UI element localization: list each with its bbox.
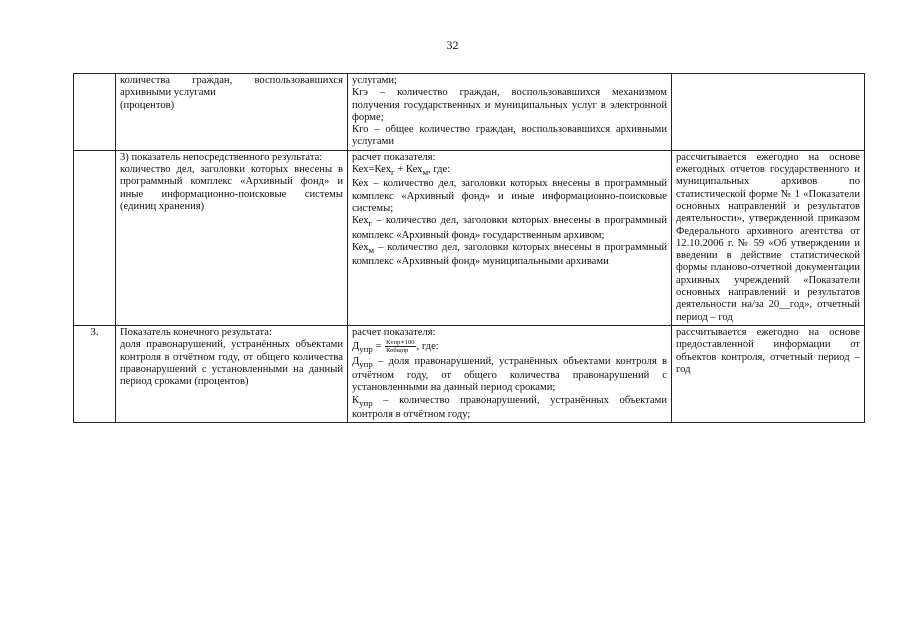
indicator-name-cell: количества граждан, воспользовавшихся архивными услугами (процентов) <box>116 74 348 151</box>
formula-part: , где: <box>416 341 439 353</box>
formula-subscript: упр <box>359 344 373 355</box>
calc-formula <box>352 164 667 178</box>
term-definition: – количество правонарушений, устранённых объектами контроля в отчётном году; <box>352 394 667 420</box>
term: Кех <box>352 215 369 227</box>
calc-paragraph <box>352 395 667 422</box>
term-definition: – количество дел, заголовки которых внесены в программный комплекс «Архивный фонд» государственным архивом; <box>352 215 667 241</box>
page-number: 32 <box>446 38 459 52</box>
term-definition: – количество дел, заголовки которых внесены в программный комплекс «Архивный фонд» муниципальными архивами <box>352 242 667 268</box>
row-number-cell <box>74 74 116 151</box>
method-cell <box>672 74 865 151</box>
calc-line: Кгэ – количество граждан, воспользовавшихся механизмом получения государственных и муниципальных услуг в электронной форме; <box>352 87 667 123</box>
calc-formula <box>352 339 667 355</box>
method-cell: рассчитывается ежегодно на основе предоставленной информации от объектов контроля, отчетный период – год <box>672 325 865 422</box>
row-number-cell <box>74 150 116 325</box>
term-subscript: упр <box>359 358 373 369</box>
term-subscript: г <box>368 218 373 229</box>
indicator-line: доля правонарушений, устранённых объектами контроля в отчётном году, от общего количества правонарушений с установленными на данный период сроками (процентов) <box>120 339 343 388</box>
formula-part: , где: <box>428 164 451 176</box>
calc-paragraph <box>352 242 667 269</box>
calc-paragraph <box>352 356 667 395</box>
calc-paragraph: Кех – количество дел, заголовки которых внесены в программный комплекс «Архивный фонд» и иные информационно-поисковые системы; <box>352 178 667 215</box>
formula-part: Д <box>352 341 360 353</box>
formula-part: + Кех <box>394 164 423 176</box>
calc-heading: расчет показателя: <box>352 326 436 338</box>
formula-subscript: г <box>391 167 395 178</box>
indicator-name-cell <box>116 150 348 325</box>
term-subscript: м <box>368 245 375 256</box>
term: К <box>352 394 360 406</box>
fraction-numerator: Кvпр∗100 <box>386 339 415 347</box>
term-subscript: упр <box>359 397 373 408</box>
table-row <box>74 150 865 325</box>
term: Д <box>352 355 360 367</box>
calc-line: Кго – общее количество граждан, воспользовавшихся архивными услугами <box>352 124 667 148</box>
method-cell: рассчитывается ежегодно на основе ежегодных отчетов государственного и муниципальных архивов по статистической форме № 1 «Показатели основных направлений и результатов деятельности», утвержденной приказом Федерального архивного агентства от 12.10.2006 г. № 59 «Об утверждении и введении в действие статистической формы планово-отчетной документации архивных учреждений «Показатели основных направлений и результатов деятельности на/за 20__год», отчетный период – год <box>672 150 865 325</box>
formula-part: Кех=Кех <box>352 164 392 176</box>
indicator-line: Показатель конечного результата: <box>120 326 272 338</box>
calc-line: услугами; <box>352 75 397 86</box>
term-definition: – доля правонарушений, устранённых объектами контроля в отчётном году, от общего количества правонарушений с установленными на данный период сроками; <box>352 355 667 394</box>
calculation-cell <box>348 74 672 151</box>
calculation-cell <box>348 325 672 422</box>
row-number-cell: 3. <box>74 325 116 422</box>
formula-part: = <box>372 341 385 353</box>
calc-heading: расчет показателя: <box>352 151 436 163</box>
indicator-name-cell <box>116 325 348 422</box>
fraction-denominator: Кобщпр <box>386 347 409 355</box>
formula-fraction <box>385 339 415 354</box>
indicator-line: количество дел, заголовки которых внесены в программный комплекс «Архивный фонд» и иные информационно-поисковые системы (единиц хранения) <box>120 164 343 212</box>
table-row <box>74 325 865 422</box>
table-row <box>74 74 865 151</box>
formula-subscript: м <box>422 167 429 178</box>
term: Кех <box>352 242 369 254</box>
calculation-cell <box>348 150 672 325</box>
calc-paragraph <box>352 215 667 242</box>
indicator-line: 3) показатель непосредственного результата: <box>120 151 323 163</box>
indicators-table <box>73 73 865 423</box>
